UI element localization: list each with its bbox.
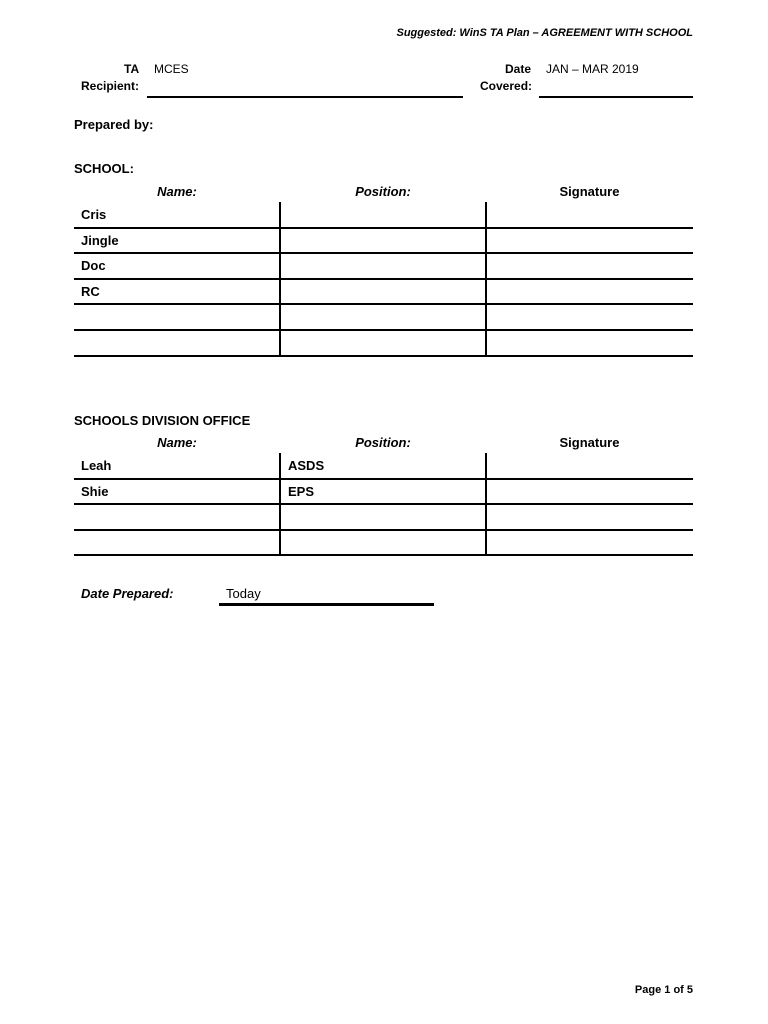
- sdo-name-cell: Leah: [74, 453, 280, 479]
- school-col-signature-header: Signature: [559, 184, 620, 199]
- sdo-signatory-table: [74, 453, 693, 556]
- page-indicator: Page 1 of 5: [634, 984, 693, 996]
- sdo-position-cell: [280, 530, 486, 556]
- sdo-table-header: [74, 435, 693, 453]
- sdo-name-cell: Shie: [74, 479, 280, 505]
- school-section-title: SCHOOL:: [74, 161, 134, 176]
- ta-recipient-label-line2: Recipient:: [81, 79, 140, 93]
- school-position-cell: [280, 253, 486, 279]
- table-row: [74, 530, 693, 556]
- table-row: [74, 504, 693, 530]
- ta-recipient-value: MCES: [154, 62, 189, 76]
- school-col-name-header: Name:: [157, 184, 197, 199]
- sdo-col-signature-header: Signature: [559, 435, 620, 450]
- date-covered-value: JAN – MAR 2019: [546, 62, 639, 76]
- sdo-name-cell: [74, 504, 280, 530]
- table-row: [74, 202, 693, 228]
- school-signature-cell: [486, 202, 693, 228]
- date-covered-underline: [539, 96, 693, 98]
- table-row: [74, 304, 693, 330]
- date-prepared-value: Today: [226, 586, 261, 601]
- table-row: [74, 228, 693, 254]
- sdo-signature-cell: [486, 479, 693, 505]
- school-name-cell: RC: [74, 279, 280, 305]
- school-position-cell: [280, 228, 486, 254]
- sdo-signature-cell: [486, 453, 693, 479]
- school-name-cell: [74, 304, 280, 330]
- sdo-position-cell: [280, 504, 486, 530]
- school-name-cell: [74, 330, 280, 356]
- school-name-cell: Jingle: [74, 228, 280, 254]
- ta-recipient-underline: [147, 96, 463, 98]
- school-signature-cell: [486, 228, 693, 254]
- date-covered-label-line2: Covered:: [480, 79, 533, 93]
- school-signature-cell: [486, 330, 693, 356]
- table-row: [74, 479, 693, 505]
- sdo-name-cell: [74, 530, 280, 556]
- school-col-position-header: Position:: [355, 184, 411, 199]
- prepared-by-label: Prepared by:: [74, 117, 154, 132]
- sdo-position-cell: ASDS: [280, 453, 486, 479]
- table-row: [74, 253, 693, 279]
- school-signature-cell: [486, 304, 693, 330]
- table-row: [74, 330, 693, 356]
- date-prepared-label: Date Prepared:: [81, 586, 174, 601]
- school-name-cell: Cris: [74, 202, 280, 228]
- ta-recipient-label-line1: TA: [124, 62, 140, 76]
- sdo-section-title: SCHOOLS DIVISION OFFICE: [74, 413, 251, 428]
- sdo-signature-cell: [486, 504, 693, 530]
- school-signature-cell: [486, 253, 693, 279]
- sdo-signature-cell: [486, 530, 693, 556]
- school-position-cell: [280, 330, 486, 356]
- school-position-cell: [280, 279, 486, 305]
- sdo-position-cell: EPS: [280, 479, 486, 505]
- sdo-col-position-header: Position:: [355, 435, 411, 450]
- document-header-note: Suggested: WinS TA Plan – AGREEMENT WITH SCHOOL: [396, 27, 693, 39]
- school-name-cell: Doc: [74, 253, 280, 279]
- table-row: [74, 279, 693, 305]
- school-signatory-table: [74, 202, 693, 357]
- school-table-header: [74, 184, 693, 202]
- school-signature-cell: [486, 279, 693, 305]
- school-position-cell: [280, 304, 486, 330]
- date-prepared-underline: [219, 603, 434, 606]
- sdo-col-name-header: Name:: [157, 435, 197, 450]
- school-position-cell: [280, 202, 486, 228]
- date-covered-label-line1: Date: [505, 62, 532, 76]
- table-row: [74, 453, 693, 479]
